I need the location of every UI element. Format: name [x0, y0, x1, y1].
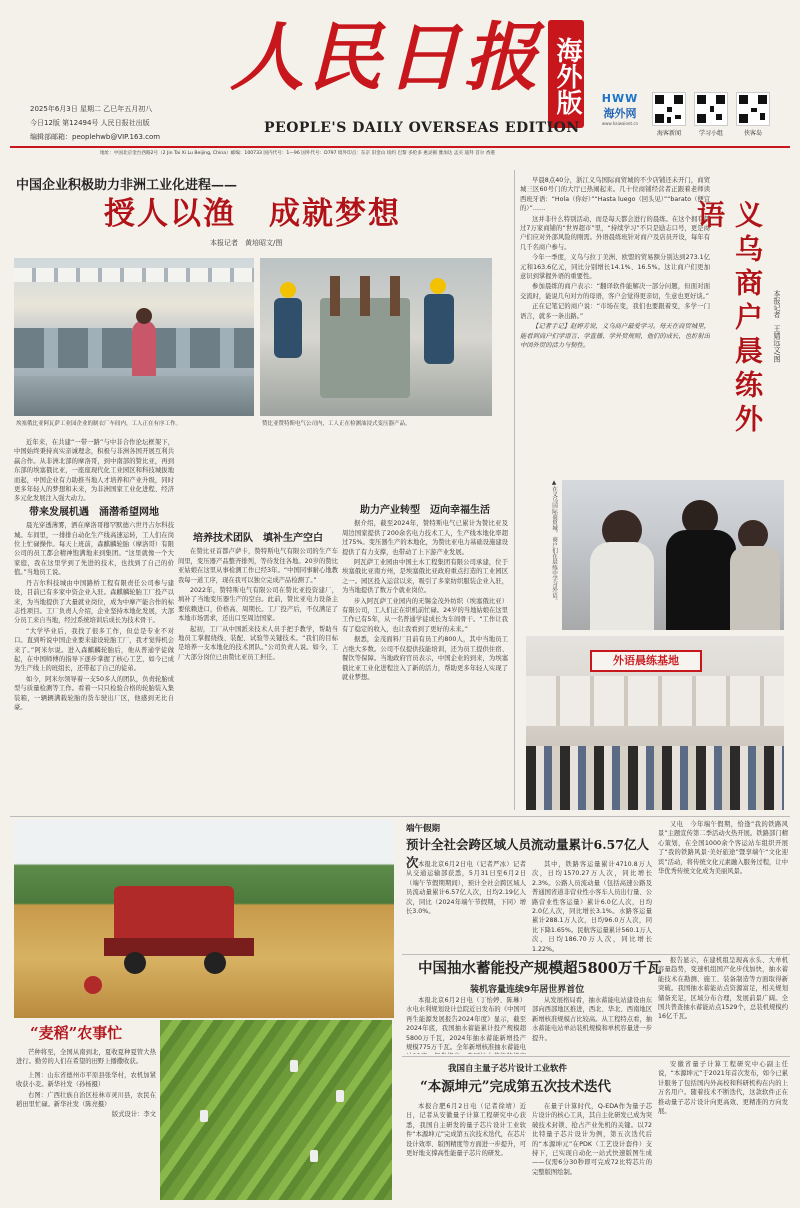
paragraph: 这并非什么特别活动，而是每天都会进行的晨练。在这个拥有超过7万家商铺的“世界超市”里，“持续学习”不只是励志口号，更是商户们应对外部风险的刚需。外语晨练班针对商户及店员开设，每年有几千名商户参与。 [520, 215, 710, 251]
paragraph: 据悉，金茂面料厂目前有员工约800人，其中当地员工占绝大多数。公司不仅提供技能培训，还为员工提供住宿、餐饮等保障。当地政府官员表示，中国企业的到来，为埃塞俄比亚工业化进程注入了新的活力，帮助更多年轻人实现了就业梦想。 [342, 636, 508, 681]
lead-column-1 [14, 438, 174, 810]
haiwainet-logo: HWW 海外网 www.haiwainet.cn [596, 92, 644, 126]
lead-column-2 [178, 438, 338, 810]
yiwu-banner: 外语晨练基地 [613, 654, 679, 667]
editor-email: 编辑部邮箱：peoplehwb@VIP.163.com [30, 133, 161, 141]
paragraph: “大学毕业后，我找了很多工作，但总是专业不对口。直到听说中国企业要来建设轮胎工厂，我才觉得机会来了。”阿米尔说。进入森麒麟轮胎后，他从普通学徒做起，在中国师傅的指导下逐步掌握了核心工艺，如今已成为生产线上的班组长，还带起了自己的徒弟。 [14, 627, 174, 673]
yiwu-body [520, 176, 710, 474]
paragraph: 正在记笔记的商户说：“市场在变，我们也要跟着变，多学一门语言，就多一条出路。” [520, 303, 710, 320]
divider [10, 816, 790, 817]
wheat-harvest-photo [14, 820, 394, 1018]
paragraph: 其中，铁路客运量累计4710.8万人次，日均1570.27万人次，同比增长2.3%。公路人员流动量（包括高速公路及普通国省道非营业性小客车人员出行量、公路营业性客运量）累计6.0亿人次，日均2.0亿人次，同比增长3.1%。水路客运量累计288.1万人次，日均96.0万人次，同比下降1.65%。民航客运量累计560.1万人次，日均186.70万人次，同比增长1.22%。 [532, 861, 652, 952]
holiday-kicker: 端午假期 [406, 824, 441, 834]
masthead-edition: 海外版 [552, 37, 582, 115]
rice-field-photo [160, 1020, 392, 1200]
paragraph: 报告显示，在建机组呈现高水头、大单机容量趋势，变速机组国产化步伐加快，抽水蓄能技术在勘测、施工、装备制造等方面取得新突破。我国抽水蓄能站点资源富足，相关规划储备充足，区域分布合理，发展前景广阔。全国共普查抽水蓄能站点1529个，总装机规模约16亿千瓦。 [658, 957, 788, 1021]
paragraph: 参加晨练的商户表示：“翻译软件能解决一部分问题，但面对面交流时，能说几句对方的母语，客户会觉得更亲切，生意也更好谈。” [520, 283, 710, 300]
paragraph: 今年一季度，义乌与拉丁美洲、欧盟的贸易额分别达到273.1亿元和163.6亿元，同比分别增长14.1%、16.5%。这让商户们更加意识到掌握外语的重要性。 [520, 254, 710, 281]
section-subhead: 培养技术团队 填补生产空白 [193, 533, 323, 544]
holiday-headline: 预计全社会跨区域人员流动量累计6.57亿人次 [406, 837, 649, 870]
yiwu-byline [768, 290, 782, 400]
pump-headline: 中国抽水蓄能投产规模超5800万千瓦 [418, 960, 662, 977]
issue-lunar: 乙巳年五月初八 [103, 105, 153, 113]
logo-text: 海外网 [603, 107, 637, 120]
divider [402, 1056, 790, 1057]
masthead [0, 0, 800, 160]
qr-code-icon [694, 92, 728, 126]
divider [10, 146, 790, 148]
yiwu-caption-text: ▲在义乌国际商贸城，商户们在晨练中学习外语。 [551, 480, 557, 604]
paragraph: 如今，阿米尔领导着一支50多人的团队，负责轮胎成型与质量检测等工作。看着一只只检验合格的轮胎装入集装箱，一辆辆满载轮胎的货车驶出厂区，他感到无比自豪。 [14, 675, 174, 711]
paragraph: 又电 今年端午假期，恰逢“我的铁路风景”主题宣传第二季活动火热开展。铁路部门精心策划，在全国1000余个客运站车组织开展了“我的铁路风景·美好旅途”暨享端午“文化迎宾”活动，将传统文化元素融入服务过程，让中华优秀传统文化成为美丽风景。 [658, 821, 788, 876]
yiwu-classroom-photo [562, 480, 784, 630]
chip-column-1 [406, 1102, 526, 1200]
masthead-english: PEOPLE'S DAILY OVERSEAS EDITION [264, 120, 580, 136]
qr-label: 学习小组 [698, 130, 723, 137]
qr-label: 侠客岛 [743, 130, 762, 137]
paragraph: 晨光穿透薄雾，洒在摩洛哥穆罕默德六世丹吉尔科技城。车间里，一排排自动化生产线高速运转，工人们在岗位上忙碌操作。每天上班前，森麒麟轮胎（摩洛哥）有限公司的员工都会精神饱满地来到集团。“这里就像一个大家庭，我在这里学到了先进的技术，也找到了自己的价值。”当地员工说。 [14, 522, 174, 577]
paragraph: 起初，工厂从中国派来技术人员手把手教学，帮助当地员工掌握绕线、装配、试验等关键技术。“我们的目标是培养一支本地化的技术团队。”公司负责人说。如今，工厂大部分岗位已由赞比亚员工担任。 [178, 625, 338, 661]
paragraph: 据介绍，截至2024年，赞特斯电气已累计为赞比亚及周边国家提供了200余名电力技术工人，生产线本地化率超过75%。变压器生产的本地化，为赞比亚电力基础设施建设提供了有力支撑，也带动了上下游产业发展。 [342, 520, 508, 556]
farm-headline: “麦稻”农事忙 [30, 1024, 123, 1042]
masthead-title: 人民日报 [230, 15, 542, 101]
reporter-note: 【记者手记】赵婷芳说，义乌商户最爱学习。每天在商贸城里，能看到商户们学语言、学直播、学外贸规则，他们的成长，也折射出中国外贸的活力与韧性。 [520, 323, 710, 349]
issue-publisher: 人民日报社出版 [100, 119, 150, 127]
holiday-column-3 [658, 820, 788, 952]
divider [402, 954, 790, 955]
paragraph: 本报北京6月2日电（记者严冰）记者从交通运输部获悉，5月31日至6月2日（端午节假期期间），预计全社会跨区域人员流动量累计6.57亿人次，日均2.19亿人次，同比（2024年端午节假期，下同）增长3.0%。 [406, 861, 526, 916]
paragraph: 阿瓦萨工业园由中国土木工程集团有限公司承建，位于埃塞俄比亚南方州，是埃塞俄比亚政府重点打造的工业园区之一。园区投入运营以来，吸引了多家纺织服装企业入驻，为当地提供了数万个就业岗位。 [342, 559, 508, 595]
paragraph: 早晨8点40分，浙江义乌国际商贸城的不少店铺还未开门，商贸城三区60号门的大厅已热闹起来。几十位商铺经营者正跟着老师读西班牙语：“Hola（你好）”“Hasta luego（回头见）”“barato（便宜的）”…… [520, 177, 710, 213]
paragraph: 在赞比亚首都卢萨卡，赞特斯电气有限公司的生产车间里，变压器产品整齐排列，等待发往各地。20岁的赞比亚姑娘在这里从事检测工作已经3年。“中国同事耐心地教我每一道工序，现在我可以独立完成产品检测了。” [178, 548, 338, 584]
photo-caption: 埃塞俄比亚阿瓦萨工业园企业的制衣厂车间内，工人正在有序工作。 [16, 421, 182, 427]
yiwu-market-photo [526, 636, 784, 810]
photo-caption: 上图：山东省德州市平原县张华村，农机加紧收获小麦。新华社发（孙杨摄） [16, 1071, 156, 1089]
masthead-address: 地址：中国北京金台西路2号（2 Jin Tai Xi Lu Beijing, China）邮编：100733 国内代号：1—96 国外代号：D797 境外印点：东京 旧金山 纽约 巴黎 多伦多 惠灵顿 雅加达 孟买 迪拜 首尔 香港 [100, 151, 495, 156]
paragraph: 从发展格局看，抽水蓄能电站建设由东部向西部地区推进，西北、华北、西南地区新增核准规模占比较高。从工程特点看，抽水蓄能电站单站装机规模和单机容量进一步提升。 [532, 997, 652, 1042]
pump-column-1 [406, 996, 526, 1054]
logo-url: www.haiwainet.cn [601, 121, 639, 126]
masthead-edition-seal [548, 20, 584, 128]
paragraph: 安徽省量子计算工程研究中心副主任说，“本源坤元”于2021年首次发布，如今已累计服务了包括国内外高校和科研机构在内的上万名用户。随着技术不断迭代，这款软件正在推动量子芯片设计向更高效、更精准的方向发展。 [658, 1061, 788, 1116]
paragraph: 本报北京6月2日电（丁怡婷、陈琳）水电水利规划设计总院近日发布的《中国可再生能源发展报告2024年度》显示，截至2024年底，我国抽水蓄能累计投产规模超5800万千瓦，2024年抽水蓄能新增投产规模775万千瓦。全年新增核准抽水蓄能电 [406, 997, 526, 1052]
transformer-photo [260, 258, 492, 416]
yiwu-headline-text: 义乌商户晨练外语 [693, 200, 764, 438]
issue-pages: 今日12版 [30, 119, 60, 127]
chip-kicker: 我国自主量子芯片设计工业软件 [448, 1064, 568, 1074]
farm-body [16, 1048, 156, 1198]
photo-caption: 右图：广西壮族自治区桂林市灵川县，农民在稻田里忙碌。新华社发（陈亮摄） [16, 1091, 156, 1109]
holiday-column-1 [406, 860, 526, 952]
pump-subhead: 装机容量连续9年居世界首位 [470, 985, 585, 995]
lead-byline: 本报记者 黄培昭文/图 [210, 239, 283, 247]
lead-headline: 授人以渔 成就梦想 [104, 196, 401, 232]
chip-column-2 [532, 1102, 652, 1200]
layout-editor: 版式设计：李文 [111, 1111, 156, 1119]
section-subhead: 带来发展机遇 涌潜希望网地 [29, 506, 159, 518]
issue-date: 2025年6月3日 [30, 105, 78, 113]
pump-column-2 [532, 996, 652, 1054]
issue-weekday: 星期二 [79, 105, 101, 113]
masthead-info [30, 102, 180, 144]
qr-label: 海客新闻 [656, 130, 681, 137]
paragraph: 2022年，赞特斯电气有限公司在赞比亚投资建厂，填补了当地变压器生产的空白。此前，赞比亚电力设备主要依赖进口，价格高、周期长。工厂投产后，不仅满足了本地市场需求，还出口至周边国家。 [178, 587, 338, 623]
chip-column-3 [658, 1060, 788, 1200]
divider [514, 170, 515, 810]
pump-column-3 [658, 956, 788, 1054]
qr-code-icon [736, 92, 770, 126]
chip-headline: “本源坤元”完成第五次技术迭代 [420, 1079, 612, 1095]
paragraph: 在量子计算时代，Q-EDA作为量子芯片设计的核心工具，其自主化研发已成为突破技术封锁、抢占产业先机的关键。以72比特量子芯片设计为例，第五次迭代后的“本源坤元”在PDK（工艺设计套件）支持下，已实现自动化一站式快速版图生成——仅需6分30秒即可完成72比特芯片的完整版图绘制。 [532, 1103, 652, 1176]
paragraph: 丹吉尔科技城由中国路桥工程有限责任公司参与建设，目前已有多家中资企业入驻。森麒麟轮胎工厂投产以来，为当地提供了大量就业岗位，成为中摩产能合作的标志性项目。工厂负责人介绍，企业坚持本地化发展，大部分员工来自当地，经过系统培训后成长为技术骨干。 [14, 579, 174, 625]
paragraph: 近年来，在共建“一带一路”与中非合作论坛框架下，中国始终秉持真实亲诚理念，积极与非洲各国开展互利共赢合作。从非洲北部的摩洛哥，到中南部的赞比亚，再到东部的埃塞俄比亚，一座座现代化工业园区和科技城拔地而起，中国企业有力助推当地人才培养和产业升级，同时更多年轻人的梦想和未来，为非洲国家工业化进程、经济多元化发展注入强大动力。 [14, 439, 174, 503]
paragraph: 步入阿瓦萨工业园内的无锡金茂外纺织（埃塞俄比亚）有限公司，工人们正在织机前忙碌。24岁的当地姑娘在这里工作已有5年，从一名普通学徒成长为车间骨干。“工作让我有了稳定的收入，也让我看到了更好的未来。” [342, 597, 508, 633]
qr-code-icon [652, 92, 686, 126]
paragraph: 芒种将至，全国从南到北，夏收夏种夏管大热进行。勤劳的人们在希望的田野上播撒收获。 [16, 1049, 156, 1066]
yiwu-caption [528, 480, 558, 630]
photo-caption: 赞比亚赞特斯电气公司内，工人正在检测油浸式变压器产品。 [262, 421, 411, 427]
lead-kicker: 中国企业积极助力非洲工业化进程—— [16, 178, 238, 193]
section-subhead: 助力产业转型 迈向幸福生活 [360, 505, 490, 516]
paragraph: 本报合肥6月2日电（记者徐靖）近日，记者从安徽量子计算工程研究中心获悉，我国自主研发的量子芯片设计工业软件“本源坤元”完成第五次技术迭代，在芯片设计效率、版图精度等方面进一步提升，可更好地支撑高性能量子芯片的研发。 [406, 1103, 526, 1158]
issue-number: 第12494号 [62, 119, 99, 127]
holiday-column-2 [532, 860, 652, 952]
yiwu-headline [693, 200, 766, 460]
yiwu-byline-text: 本报记者 王婧远文/图 [773, 290, 781, 363]
lead-column-3 [342, 438, 508, 810]
factory-photo [14, 258, 254, 416]
